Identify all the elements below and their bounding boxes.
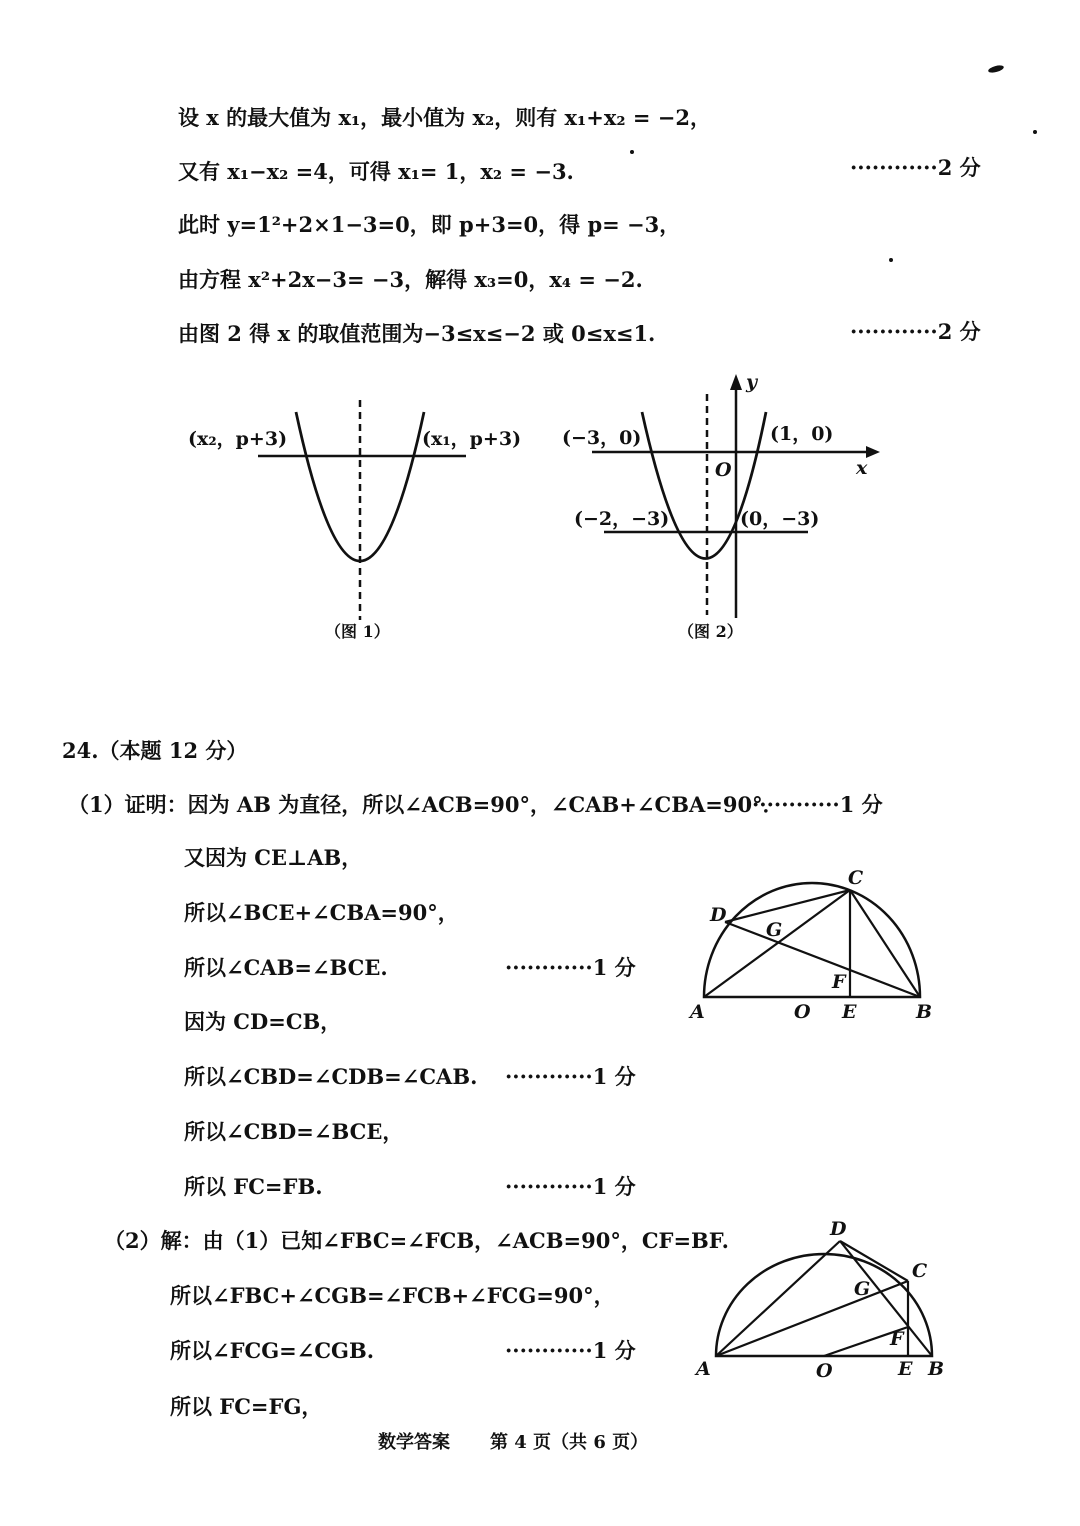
segment-AC — [716, 1281, 908, 1356]
segment-DC — [840, 1241, 908, 1281]
text-line: 又有 x₁−x₂ =4，可得 x₁= 1，x₂ = −3. — [178, 159, 574, 184]
x-axis-arrow — [866, 446, 880, 458]
parabola — [642, 412, 766, 559]
score-points: ············1 分 — [505, 1174, 636, 1199]
question-title: 24.（本题 12 分） — [62, 738, 248, 763]
text-line: 所以∠CBD=∠CDB=∠CAB. — [184, 1064, 478, 1089]
origin-label: O — [715, 459, 732, 481]
text-line: （2）解：由（1）已知∠FBC=∠FCB，∠ACB=90°，CF=BF. — [104, 1228, 729, 1253]
point-label-neg2-neg3: (−2，−3) — [574, 508, 670, 530]
point-A: A — [696, 1358, 711, 1380]
geometry-figure-2 — [690, 1215, 950, 1385]
point-F: F — [832, 971, 846, 993]
point-label-left: (x₂，p+3) — [188, 428, 288, 450]
y-axis-arrow — [730, 374, 742, 390]
text-line: 所以∠CAB=∠BCE. — [184, 955, 388, 980]
point-O: O — [794, 1001, 811, 1023]
text-line: 又因为 CE⊥AB， — [184, 845, 363, 870]
figure-1 — [180, 380, 540, 650]
point-D: D — [710, 904, 727, 926]
point-label-0-neg3: (0，−3) — [740, 508, 820, 530]
point-D: D — [830, 1218, 847, 1240]
score-points: ············2 分 — [850, 319, 981, 344]
point-label-neg3-0: (−3，0) — [562, 427, 642, 449]
point-label-right: (x₁，p+3) — [422, 428, 522, 450]
point-B: B — [928, 1358, 945, 1380]
y-axis-label: y — [746, 371, 758, 393]
point-C: C — [848, 867, 864, 889]
scan-dot — [1033, 130, 1037, 134]
text-line: 所以∠CBD=∠BCE， — [184, 1119, 404, 1144]
score-points: ············1 分 — [505, 1064, 636, 1089]
text-line: （1）证明：因为 AB 为直径，所以∠ACB=90°，∠CAB+∠CBA=90°． — [68, 792, 784, 817]
segment-CB — [850, 890, 920, 997]
x-axis-label: x — [856, 457, 868, 479]
text-line: 所以∠FCG=∠CGB. — [170, 1338, 375, 1363]
point-C: C — [912, 1260, 928, 1282]
figure-2-caption: （图 2） — [678, 622, 743, 641]
scan-dot — [630, 150, 634, 154]
text-line: 所以∠FBC+∠CGB=∠FCB+∠FCG=90°， — [170, 1283, 615, 1308]
point-E: E — [842, 1001, 857, 1023]
figure-1-caption: （图 1） — [325, 622, 390, 641]
text-line: 设 x 的最大值为 x₁，最小值为 x₂，则有 x₁+x₂ = −2， — [178, 105, 711, 130]
figure-2 — [560, 360, 900, 650]
text-line: 所以 FC=FB. — [184, 1174, 323, 1199]
footer-page-number: 第 4 页（共 6 页） — [490, 1432, 649, 1453]
text-line: 由方程 x²+2x−3= −3，解得 x₃=0，x₄ = −2. — [178, 267, 643, 292]
point-label-1-0: (1，0) — [770, 423, 834, 445]
score-points: ············1 分 — [505, 1338, 636, 1363]
text-line: 此时 y=1²+2×1−3=0，即 p+3=0，得 p= −3， — [178, 212, 681, 237]
segment-DC — [725, 890, 850, 922]
score-points: ············2 分 — [850, 155, 981, 180]
point-G: G — [766, 919, 783, 941]
score-points: ············1 分 — [505, 955, 636, 980]
text-line: 所以∠BCE+∠CBA=90°， — [184, 900, 459, 925]
point-B: B — [916, 1001, 933, 1023]
point-O: O — [816, 1360, 833, 1382]
footer-subject: 数学答案 — [378, 1432, 450, 1453]
scan-mark — [987, 64, 1004, 74]
geometry-figure-1 — [680, 860, 950, 1030]
point-E: E — [898, 1358, 913, 1380]
text-line: 所以 FC=FG， — [170, 1394, 323, 1419]
point-G: G — [854, 1278, 871, 1300]
point-F: F — [890, 1328, 904, 1350]
score-points: ············1 分 — [752, 792, 883, 817]
text-line: 由图 2 得 x 的取值范围为−3≤x≤−2 或 0≤x≤1. — [178, 321, 656, 346]
text-line: 因为 CD=CB， — [184, 1009, 342, 1034]
scan-dot — [889, 258, 893, 262]
point-A: A — [690, 1001, 705, 1023]
